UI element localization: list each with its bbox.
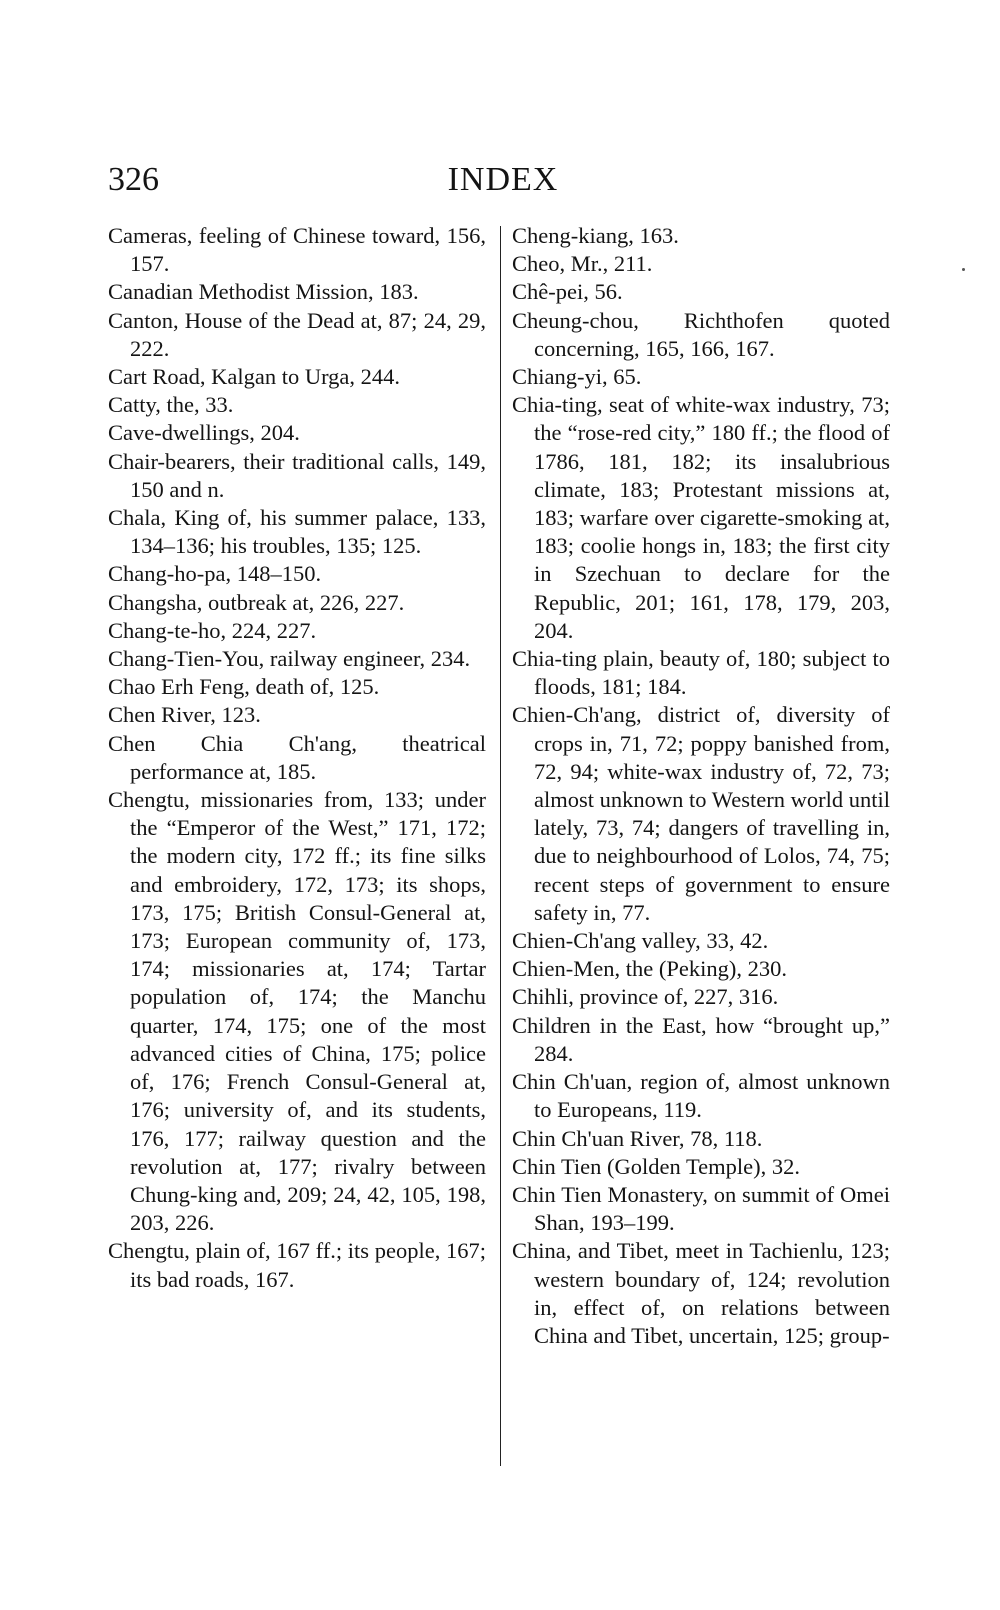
index-entry: Chin Tien (Golden Temple), 32. xyxy=(512,1153,801,1179)
index-entry: Chang-ho-pa, 148–150. xyxy=(108,561,322,587)
index-entry: Chien-Men, the (Peking), 230. xyxy=(512,956,787,982)
index-entry: Cheng-kiang, 163. xyxy=(512,223,679,248)
index-entry: Chang-Tien-You, railway engineer, 234. xyxy=(108,646,471,672)
index-entry: Chin Ch'uan River, 78, 118. xyxy=(512,1125,763,1151)
index-entry: Cameras, feeling of Chinese toward, 156, 157. xyxy=(108,223,486,277)
index-entry: Chin Ch'uan, region of, almost unknown to Europeans, 119. xyxy=(512,1069,890,1123)
index-entry: Chin Tien Monastery, on summit of Omei Shan, 193–199. xyxy=(512,1181,890,1236)
index-entry: Chair-bearers, their traditional calls, 149, 150 and n. xyxy=(108,448,486,502)
index-entry: Cheung-chou, Richthofen quoted concerning, 165, 166, 167. xyxy=(512,307,890,361)
column-divider xyxy=(500,226,501,1466)
index-entry: Chia-ting, seat of white-wax industry, 73; the “rose-red city,” 180 ff.; the flood of 1786, 181, 182; its insalubrious climate, 183; Protestant missions at, 183; warfare over cigarette-smoking at, 183; coolie hongs in, 183; the first city in Szechuan to declare for the Republic, 201; 161, 178, 179, 203, 204. xyxy=(512,392,890,643)
left-index-column xyxy=(108,222,486,1294)
index-entry: Chen Chia Ch'ang, theatrical performance at, 185. xyxy=(108,730,486,784)
index-entry: Chiang-yi, 65. xyxy=(512,364,642,390)
index-entry: Canadian Methodist Mission, 183. xyxy=(108,279,419,305)
index-entry: Cart Road, Kalgan to Urga, 244. xyxy=(108,364,401,390)
scan-speck xyxy=(962,268,965,271)
page-number: 326 xyxy=(108,161,159,198)
index-entry: Chengtu, plain of, 167 ff.; its people, 167; its bad roads, 167. xyxy=(108,1238,486,1292)
index-entry: Chê-pei, 56. xyxy=(512,279,623,305)
index-entry: China, and Tibet, meet in Tachienlu, 123; western boundary of, 124; revolution in, effect of, on relations between China and Tibet, uncertain, 125; group- xyxy=(512,1238,890,1348)
page-title: INDEX xyxy=(447,161,559,198)
index-entry: Changsha, outbreak at, 226, 227. xyxy=(108,589,405,615)
index-entry: Chien-Ch'ang valley, 33, 42. xyxy=(512,928,769,954)
index-entry: Chao Erh Feng, death of, 125. xyxy=(108,674,380,700)
index-entry: Cave-dwellings, 204. xyxy=(108,420,300,446)
index-entry: Chien-Ch'ang, district of, diversity of crops in, 71, 72; poppy banished from, 72, 94; white-wax industry of, 72, 73; almost unknown to Western world until lately, 73, 74; dangers of travelling in, due to neighbourhood of Lolos, 74, 75; recent steps of government to ensure safety in, 77. xyxy=(512,702,890,925)
index-entry: Chen River, 123. xyxy=(108,702,261,728)
index-entry: Chihli, province of, 227, 316. xyxy=(512,984,779,1010)
right-index-column xyxy=(512,222,890,1350)
index-entry: Chia-ting plain, beauty of, 180; subject to floods, 181; 184. xyxy=(512,646,890,700)
index-entry: Chengtu, missionaries from, 133; under the “Emperor of the West,” 171, 172; the modern city, 172 ff.; its fine silks and embroidery, 172, 173; its shops, 173, 175; British Consul-General at, 173; European community of, 173, 174; missionaries at, 174; Tartar population of, 174; the Manchu quarter, 174, 175; one of the most advanced cities of China, 175; police of, 176; French Consul-General at, 176; university of, and its students, 176, 177; railway question and the revolution at, 177; rivalry between Chung-king and, 209; 24, 42, 105, 198, 203, 226. xyxy=(108,787,486,1236)
index-entry: Canton, House of the Dead at, 87; 24, 29, 222. xyxy=(108,307,486,361)
index-entry: Catty, the, 33. xyxy=(108,392,234,418)
index-entry: Chang-te-ho, 224, 227. xyxy=(108,617,317,643)
page-header xyxy=(108,160,898,208)
index-entry: Cheo, Mr., 211. xyxy=(512,251,653,277)
index-entry: Children in the East, how “brought up,” 284. xyxy=(512,1012,890,1066)
index-entry: Chala, King of, his summer palace, 133, 134–136; his troubles, 135; 125. xyxy=(108,505,486,559)
